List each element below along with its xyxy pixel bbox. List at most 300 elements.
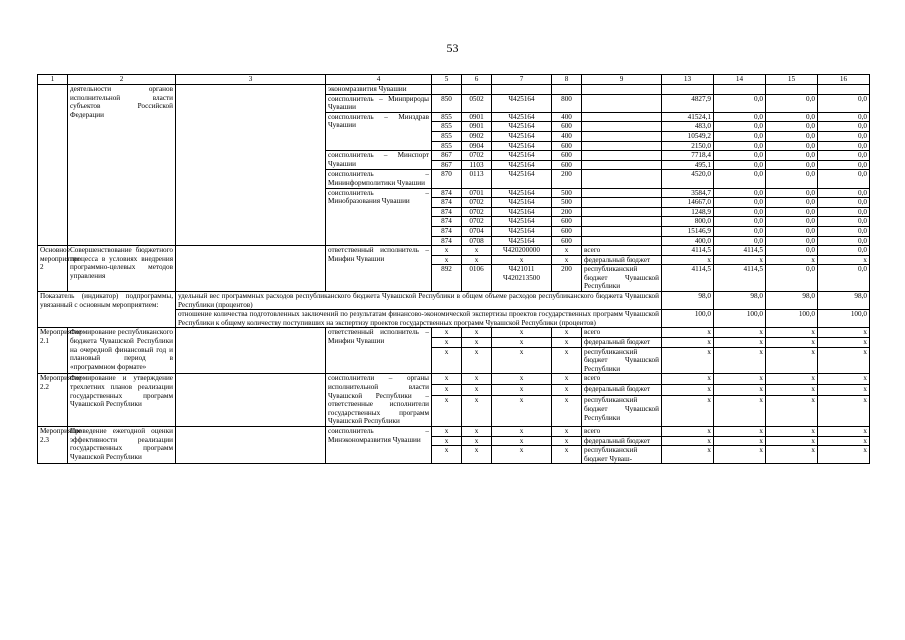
value-cell: x [552,374,582,385]
value-cell: x [492,338,552,348]
value-cell: 2150,0 [662,141,714,151]
value-cell: x [766,328,818,338]
event-name-cell: Формирование республиканского бюджета Чувашской Республики на очередной финансовый год и плановый период в «программном формате» [68,328,176,374]
column-header: 14 [714,75,766,85]
executor-cell: экономразвития Чувашии [326,85,432,95]
value-cell: 800,0 [662,217,714,227]
value-cell: x [818,338,870,348]
value-cell: 400 [552,131,582,141]
value-cell: Ч425164 [492,198,552,208]
value-cell: x [662,396,714,427]
value-cell: 200 [552,265,582,292]
value-cell: 7718,4 [662,151,714,161]
value-cell: x [818,347,870,374]
value-cell: 600 [552,151,582,161]
value-cell: x [552,338,582,348]
value-cell: Ч425164 [492,170,552,188]
value-cell: Ч425164 [492,160,552,170]
value-cell: 0,0 [714,207,766,217]
value-cell [582,122,662,132]
value-cell: x [432,347,462,374]
value-cell: 0708 [462,236,492,246]
value-cell: x [432,246,462,256]
value-cell: x [552,246,582,256]
value-cell [582,94,662,112]
column-header: 16 [818,75,870,85]
table-row [38,426,870,436]
value-cell: 100,0 [662,310,714,328]
value-cell: Ч425164 [492,112,552,122]
value-cell: x [766,446,818,464]
value-cell: 0,0 [818,160,870,170]
value-cell: 850 [432,94,462,112]
value-cell: 4114,5 [662,246,714,256]
value-cell: x [662,328,714,338]
value-cell: 0,0 [714,226,766,236]
value-cell: x [714,436,766,446]
value-cell: 4114,5 [714,265,766,292]
table-row [38,328,870,338]
value-cell: федеральный бюджет [582,436,662,446]
value-cell: 0,0 [766,198,818,208]
value-cell: x [662,446,714,464]
value-cell: x [818,255,870,265]
value-cell: 0,0 [818,217,870,227]
value-cell: x [492,446,552,464]
value-cell: x [766,426,818,436]
executor-cell: соисполнитель – Минприроды Чувашии [326,94,432,112]
value-cell: 0,0 [818,122,870,132]
value-cell: 0,0 [818,198,870,208]
value-cell: 14667,0 [662,198,714,208]
budget-table [37,74,870,464]
value-cell: 100,0 [766,310,818,328]
value-cell [582,207,662,217]
event-name-cell: Проведение ежегодной оценки эффективности реализации государственных программ Чувашской Республики [68,426,176,463]
value-cell: x [462,385,492,396]
value-cell: 98,0 [766,292,818,310]
value-cell: 600 [552,160,582,170]
value-cell: 0,0 [766,265,818,292]
value-cell: x [462,246,492,256]
column-header: 7 [492,75,552,85]
value-cell [582,236,662,246]
value-cell: x [714,374,766,385]
value-cell: x [552,426,582,436]
value-cell: всего [582,246,662,256]
value-cell: x [492,255,552,265]
value-cell: x [432,436,462,446]
value-cell: 0,0 [714,112,766,122]
event-name-cell: Совершенствование бюджетного процесса в условиях внедрения программно-целевых методов управления [68,246,176,292]
indicator-row [38,292,870,310]
value-cell: 0,0 [766,236,818,246]
value-cell: x [492,436,552,446]
value-cell: 0,0 [766,94,818,112]
value-cell: 600 [552,141,582,151]
value-cell: x [492,347,552,374]
value-cell: 1248,9 [662,207,714,217]
value-cell: всего [582,328,662,338]
value-cell: x [714,385,766,396]
value-cell: x [818,385,870,396]
value-cell [432,85,462,95]
value-cell: x [492,328,552,338]
value-cell: x [432,255,462,265]
value-cell: 0701 [462,188,492,198]
value-cell [662,85,714,95]
value-cell: x [432,426,462,436]
value-cell: 200 [552,170,582,188]
event-label-cell: Мероприятие 2.1 [38,328,68,374]
value-cell: x [766,385,818,396]
value-cell: x [462,396,492,427]
value-cell: 4114,5 [662,265,714,292]
value-cell: 0904 [462,141,492,151]
value-cell: 0,0 [714,188,766,198]
value-cell: x [462,426,492,436]
value-cell: x [714,328,766,338]
value-cell: 870 [432,170,462,188]
event-name-cell: деятельности органов исполнительной власти субъектов Российской Федерации [68,85,176,246]
value-cell: x [714,347,766,374]
value-cell [582,131,662,141]
value-cell: 98,0 [714,292,766,310]
column-header: 8 [552,75,582,85]
value-cell: 15146,9 [662,226,714,236]
value-cell: 855 [432,141,462,151]
value-cell: 0113 [462,170,492,188]
value-cell: 0702 [462,217,492,227]
value-cell: 0,0 [714,236,766,246]
value-cell [582,217,662,227]
value-cell: 0901 [462,112,492,122]
value-cell: 41524,1 [662,112,714,122]
event-label-cell: Основное мероприятие 2 [38,246,68,292]
event-label-cell: Мероприятие 2.2 [38,374,68,427]
value-cell: x [818,446,870,464]
value-cell: 0704 [462,226,492,236]
indicator-text-cell: удельный вес программных расходов республиканского бюджета Чувашской Республики в общем объеме расходов республиканского бюджета Чувашской Республики (процентов) [176,292,662,310]
value-cell: x [492,396,552,427]
indicator-text-cell: отношение количества подготовленных заключений по результатам финансово-экономической экспертизы проектов государственных программ Чувашской Республики к общему количеству поступивших на экспертизу проектов государственных программ Чувашской Республики (процентов) [176,310,662,328]
executor-cell: соисполнитель – Минздрав Чувашии [326,112,432,150]
value-cell: 200 [552,207,582,217]
value-cell: x [552,446,582,464]
value-cell: 0,0 [714,141,766,151]
empty-cell [176,426,326,463]
value-cell [492,85,552,95]
value-cell [552,85,582,95]
value-cell: 874 [432,198,462,208]
event-name-cell: Формирование и утверждение трехлетних планов реализации государственных программ Чувашской Республики [68,374,176,427]
value-cell: x [432,374,462,385]
value-cell [582,160,662,170]
column-header: 4 [326,75,432,85]
value-cell: Ч425164 [492,226,552,236]
value-cell: 0702 [462,207,492,217]
value-cell: 0,0 [818,151,870,161]
value-cell: 0,0 [714,131,766,141]
value-cell: 0,0 [714,198,766,208]
value-cell: 98,0 [818,292,870,310]
value-cell: 483,0 [662,122,714,132]
value-cell: Ч425164 [492,131,552,141]
value-cell: 0,0 [818,265,870,292]
table-row [38,374,870,385]
value-cell: 800 [552,94,582,112]
value-cell: 0,0 [818,141,870,151]
value-cell: x [714,396,766,427]
value-cell: x [432,338,462,348]
column-header: 6 [462,75,492,85]
value-cell: 0,0 [818,94,870,112]
empty-cell [176,246,326,292]
value-cell: x [662,426,714,436]
value-cell: 400,0 [662,236,714,246]
value-cell [766,85,818,95]
event-label-cell: Мероприятие 2.3 [38,426,68,463]
value-cell: 874 [432,236,462,246]
column-header: 9 [582,75,662,85]
value-cell: 0,0 [818,236,870,246]
executor-cell: соисполнители – органы исполнительной власти Чувашской Республики – ответственные исполнители государственных программ Чувашской Республики [326,374,432,427]
table-row [38,85,870,95]
column-header: 5 [432,75,462,85]
value-cell: x [662,385,714,396]
value-cell: x [714,426,766,436]
executor-cell: соисполнитель – Минобразования Чувашии [326,188,432,246]
value-cell: всего [582,426,662,436]
value-cell: 500 [552,188,582,198]
value-cell: x [662,338,714,348]
value-cell [818,85,870,95]
value-cell: 0,0 [766,122,818,132]
value-cell: x [552,385,582,396]
value-cell: 4827,9 [662,94,714,112]
value-cell: 855 [432,112,462,122]
value-cell: x [432,396,462,427]
value-cell: x [462,347,492,374]
value-cell: 0,0 [766,170,818,188]
column-header: 15 [766,75,818,85]
value-cell: 0,0 [766,207,818,217]
value-cell: x [818,436,870,446]
value-cell: x [818,396,870,427]
executor-cell: ответственный исполнитель – Минфин Чувашии [326,246,432,292]
value-cell: 874 [432,188,462,198]
value-cell: x [462,338,492,348]
value-cell: Ч425164 [492,151,552,161]
value-cell: 867 [432,151,462,161]
value-cell: 1103 [462,160,492,170]
value-cell: x [714,338,766,348]
value-cell [582,170,662,188]
value-cell: республиканский бюджет Чувашской Республики [582,265,662,292]
value-cell: 0,0 [766,217,818,227]
value-cell: x [662,374,714,385]
value-cell: 500 [552,198,582,208]
value-cell: 100,0 [714,310,766,328]
value-cell [462,85,492,95]
value-cell: федеральный бюджет [582,385,662,396]
page-number: 53 [446,41,459,55]
value-cell: x [766,396,818,427]
value-cell: 0,0 [818,170,870,188]
value-cell: x [818,374,870,385]
value-cell: 0,0 [714,217,766,227]
executor-cell: соисполнитель – Минэкономразвития Чувашии [326,426,432,463]
value-cell: 600 [552,122,582,132]
value-cell: x [492,385,552,396]
value-cell: Ч425164 [492,217,552,227]
value-cell: федеральный бюджет [582,255,662,265]
value-cell: x [462,446,492,464]
value-cell: 892 [432,265,462,292]
event-label-cell [38,85,68,246]
value-cell: 495,1 [662,160,714,170]
value-cell: 0,0 [714,170,766,188]
value-cell: x [462,436,492,446]
value-cell: 100,0 [818,310,870,328]
value-cell: 855 [432,122,462,132]
value-cell: 0,0 [818,226,870,236]
value-cell: Ч425164 [492,94,552,112]
value-cell: 0,0 [714,94,766,112]
value-cell: 0,0 [766,131,818,141]
value-cell: 0901 [462,122,492,132]
value-cell: x [492,374,552,385]
empty-cell [176,374,326,427]
value-cell: 874 [432,226,462,236]
value-cell: 0,0 [766,246,818,256]
value-cell: всего [582,374,662,385]
value-cell: 0902 [462,131,492,141]
value-cell: 0702 [462,151,492,161]
value-cell: 600 [552,236,582,246]
value-cell [582,188,662,198]
value-cell: Ч425164 [492,122,552,132]
indicator-label-cell: Показатель (индикатор) подпрограммы, увязанный с основным мероприятием: [38,292,176,328]
value-cell [582,112,662,122]
column-header: 3 [176,75,326,85]
value-cell: 98,0 [662,292,714,310]
value-cell [582,85,662,95]
value-cell: 600 [552,226,582,236]
value-cell: 855 [432,131,462,141]
value-cell: x [662,436,714,446]
value-cell: Ч420200000 [492,246,552,256]
value-cell: x [432,385,462,396]
value-cell: 0,0 [766,112,818,122]
value-cell: Ч421011 Ч420213500 [492,265,552,292]
executor-cell: ответственный исполнитель – Минфин Чувашии [326,328,432,374]
column-header: 2 [68,75,176,85]
value-cell: x [432,328,462,338]
value-cell: x [552,396,582,427]
column-header: 13 [662,75,714,85]
value-cell: 10549,2 [662,131,714,141]
value-cell [582,226,662,236]
value-cell: x [462,374,492,385]
value-cell: x [492,426,552,436]
value-cell: x [552,347,582,374]
value-cell: x [766,436,818,446]
value-cell: x [552,328,582,338]
value-cell: 0502 [462,94,492,112]
value-cell: 0,0 [766,141,818,151]
value-cell: 400 [552,112,582,122]
value-cell: 0,0 [766,160,818,170]
value-cell [582,151,662,161]
value-cell: 0,0 [714,122,766,132]
value-cell: республиканский бюджет Чуваш- [582,446,662,464]
value-cell: 0,0 [818,131,870,141]
executor-cell: соисполнитель – Мининформполитики Чувашии [326,170,432,188]
column-header: 1 [38,75,68,85]
value-cell: x [662,255,714,265]
value-cell: 0702 [462,198,492,208]
value-cell: 874 [432,217,462,227]
value-cell: 0,0 [818,112,870,122]
value-cell: 867 [432,160,462,170]
value-cell: 0,0 [766,226,818,236]
value-cell: республиканский бюджет Чувашской Республики [582,396,662,427]
value-cell: x [462,328,492,338]
value-cell: республиканский бюджет Чувашской Республики [582,347,662,374]
value-cell: 0,0 [818,188,870,198]
value-cell: Ч425164 [492,188,552,198]
value-cell: x [714,255,766,265]
value-cell: x [662,347,714,374]
value-cell: x [714,446,766,464]
value-cell: федеральный бюджет [582,338,662,348]
value-cell: 0,0 [766,151,818,161]
empty-cell [176,328,326,374]
value-cell: 4520,0 [662,170,714,188]
value-cell: 0,0 [818,246,870,256]
value-cell: x [432,446,462,464]
value-cell: x [552,255,582,265]
table-row [38,246,870,256]
value-cell: 0,0 [818,207,870,217]
value-cell: x [766,255,818,265]
value-cell: x [766,374,818,385]
value-cell: Ч425164 [492,207,552,217]
empty-cell [176,85,326,246]
value-cell: 3584,7 [662,188,714,198]
value-cell: x [462,255,492,265]
value-cell: 0106 [462,265,492,292]
value-cell [714,85,766,95]
value-cell: x [766,338,818,348]
header-row [38,75,870,85]
value-cell: x [552,436,582,446]
executor-cell: соисполнитель – Минспорт Чувашии [326,151,432,170]
value-cell: 600 [552,217,582,227]
value-cell: x [818,328,870,338]
value-cell [582,198,662,208]
value-cell: 4114,5 [714,246,766,256]
value-cell: x [766,347,818,374]
value-cell: 874 [432,207,462,217]
value-cell [582,141,662,151]
value-cell: Ч425164 [492,236,552,246]
value-cell: 0,0 [714,151,766,161]
value-cell: 0,0 [714,160,766,170]
value-cell: Ч425164 [492,141,552,151]
value-cell: 0,0 [766,188,818,198]
